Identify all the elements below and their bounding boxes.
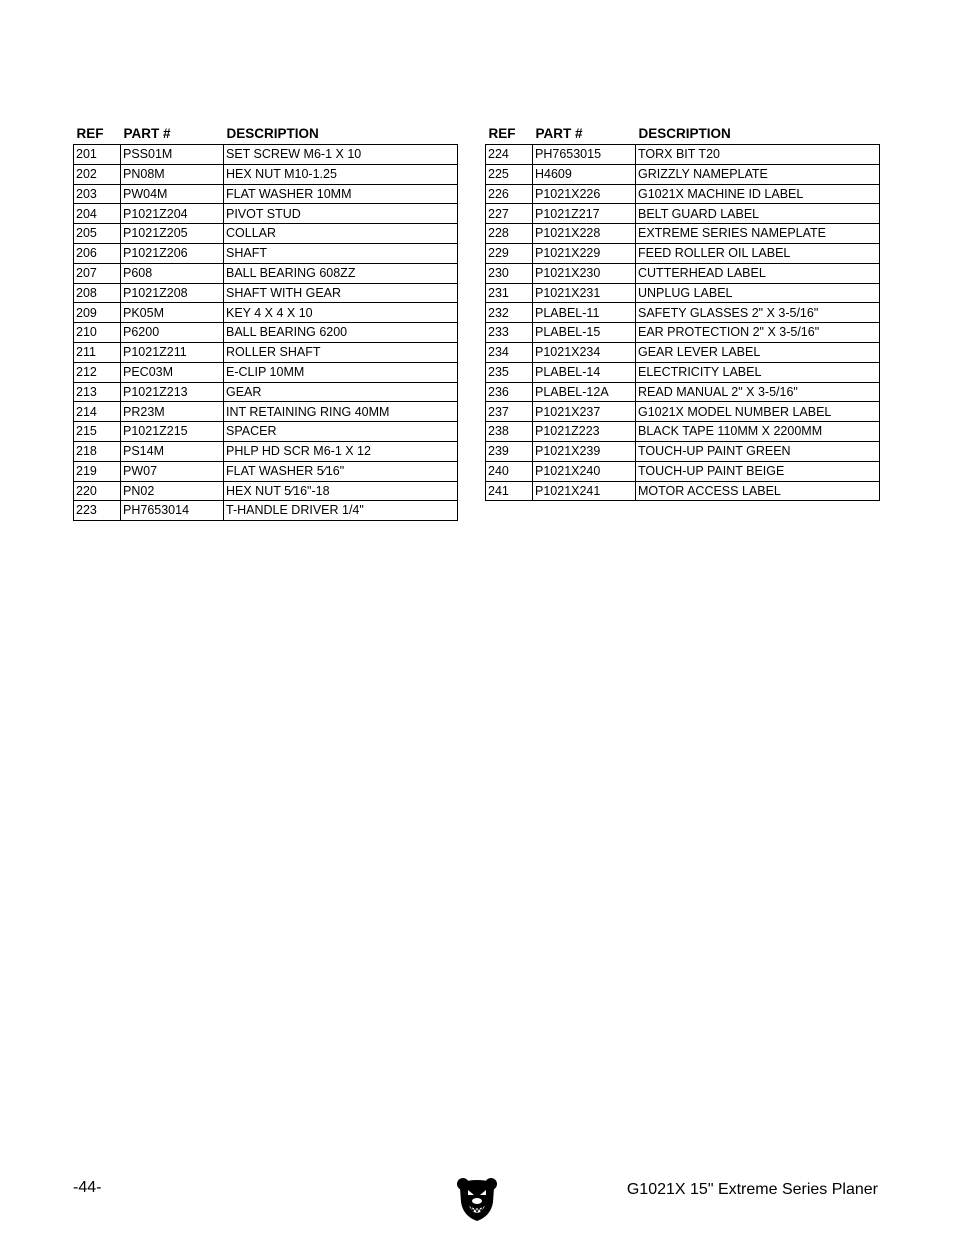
ref-cell: 218 <box>74 441 121 461</box>
table-row <box>486 224 880 244</box>
ref-cell: 229 <box>486 243 533 263</box>
description-cell: SPACER <box>224 422 458 442</box>
description-cell: COLLAR <box>224 224 458 244</box>
part-number-cell: PSS01M <box>121 145 224 165</box>
left-parts-table <box>73 122 458 521</box>
ref-cell: 219 <box>74 461 121 481</box>
description-cell: T-HANDLE DRIVER 1/4" <box>224 501 458 521</box>
part-number-cell: PR23M <box>121 402 224 422</box>
ref-cell: 210 <box>74 323 121 343</box>
table-row <box>486 243 880 263</box>
table-row <box>74 422 458 442</box>
description-cell: G1021X MACHINE ID LABEL <box>636 184 880 204</box>
part-number-cell: PLABEL-12A <box>533 382 636 402</box>
part-number-cell: PW07 <box>121 461 224 481</box>
part-number-cell: P1021X234 <box>533 342 636 362</box>
description-header: DESCRIPTION <box>638 125 731 141</box>
table-header-row <box>74 122 458 145</box>
description-cell: CUTTERHEAD LABEL <box>636 263 880 283</box>
ref-cell: 233 <box>486 323 533 343</box>
table-row <box>74 501 458 521</box>
description-cell: EAR PROTECTION 2" X 3-5/16" <box>636 323 880 343</box>
description-cell: BALL BEARING 6200 <box>224 323 458 343</box>
part-number-cell: P1021X231 <box>533 283 636 303</box>
table-row <box>486 382 880 402</box>
table-row <box>486 263 880 283</box>
table-row <box>74 342 458 362</box>
table-row <box>74 243 458 263</box>
description-cell: FLAT WASHER 5⁄16" <box>224 461 458 481</box>
table-row <box>486 323 880 343</box>
ref-cell: 231 <box>486 283 533 303</box>
part-number-cell: PH7653015 <box>533 145 636 165</box>
table-row <box>74 323 458 343</box>
table-row <box>486 342 880 362</box>
part-number-cell: P1021Z211 <box>121 342 224 362</box>
grizzly-bear-logo-icon <box>456 1176 498 1222</box>
ref-cell: 209 <box>74 303 121 323</box>
ref-cell: 227 <box>486 204 533 224</box>
description-cell: HEX NUT 5⁄16"-18 <box>224 481 458 501</box>
table-row <box>74 382 458 402</box>
manual-title: G1021X 15" Extreme Series Planer <box>626 1181 878 1198</box>
description-cell: BLACK TAPE 110MM X 2200MM <box>636 422 880 442</box>
description-cell: FLAT WASHER 10MM <box>224 184 458 204</box>
ref-cell: 225 <box>486 164 533 184</box>
part-number-cell: H4609 <box>533 164 636 184</box>
ref-cell: 226 <box>486 184 533 204</box>
description-header: DESCRIPTION <box>226 125 319 141</box>
ref-cell: 241 <box>486 481 533 501</box>
ref-cell: 205 <box>74 224 121 244</box>
ref-cell: 203 <box>74 184 121 204</box>
table-row <box>74 224 458 244</box>
description-cell: SHAFT WITH GEAR <box>224 283 458 303</box>
description-cell: E-CLIP 10MM <box>224 362 458 382</box>
description-cell: KEY 4 X 4 X 10 <box>224 303 458 323</box>
part-number-cell: P1021X229 <box>533 243 636 263</box>
part-number-cell: PLABEL-15 <box>533 323 636 343</box>
part-number-cell: P1021X230 <box>533 263 636 283</box>
description-cell: TOUCH-UP PAINT BEIGE <box>636 461 880 481</box>
description-cell: BALL BEARING 608ZZ <box>224 263 458 283</box>
ref-header: REF <box>76 125 104 141</box>
part-number-cell: PLABEL-14 <box>533 362 636 382</box>
table-row <box>486 461 880 481</box>
ref-cell: 220 <box>74 481 121 501</box>
table-row <box>74 441 458 461</box>
part-number-cell: PH7653014 <box>121 501 224 521</box>
table-row <box>486 184 880 204</box>
part-number-cell: P1021Z206 <box>121 243 224 263</box>
ref-cell: 240 <box>486 461 533 481</box>
table-row <box>486 283 880 303</box>
description-cell: HEX NUT M10-1.25 <box>224 164 458 184</box>
part-number-cell: P1021Z215 <box>121 422 224 442</box>
description-cell: GEAR <box>224 382 458 402</box>
part-number-cell: P1021X228 <box>533 224 636 244</box>
ref-cell: 213 <box>74 382 121 402</box>
ref-cell: 211 <box>74 342 121 362</box>
ref-cell: 238 <box>486 422 533 442</box>
part-number-cell: PLABEL-11 <box>533 303 636 323</box>
ref-cell: 228 <box>486 224 533 244</box>
part-number-cell: P1021Z223 <box>533 422 636 442</box>
ref-cell: 234 <box>486 342 533 362</box>
ref-cell: 232 <box>486 303 533 323</box>
table-row <box>486 422 880 442</box>
table-row <box>74 481 458 501</box>
description-cell: BELT GUARD LABEL <box>636 204 880 224</box>
ref-cell: 215 <box>74 422 121 442</box>
description-cell: EXTREME SERIES NAMEPLATE <box>636 224 880 244</box>
part-number-cell: P1021X237 <box>533 402 636 422</box>
part-number-cell: P608 <box>121 263 224 283</box>
ref-cell: 212 <box>74 362 121 382</box>
ref-cell: 224 <box>486 145 533 165</box>
part-number-cell: PS14M <box>121 441 224 461</box>
table-row <box>486 303 880 323</box>
table-row <box>74 303 458 323</box>
ref-cell: 207 <box>74 263 121 283</box>
table-row <box>74 145 458 165</box>
table-row <box>486 164 880 184</box>
ref-cell: 236 <box>486 382 533 402</box>
table-row <box>486 441 880 461</box>
table-row <box>74 402 458 422</box>
description-cell: TOUCH-UP PAINT GREEN <box>636 441 880 461</box>
part-number-cell: P1021X240 <box>533 461 636 481</box>
description-cell: SAFETY GLASSES 2" X 3-5/16" <box>636 303 880 323</box>
right-parts-table <box>485 122 880 501</box>
part-number-cell: PK05M <box>121 303 224 323</box>
table-header-row <box>486 122 880 145</box>
part-number-cell: PEC03M <box>121 362 224 382</box>
table-row <box>74 204 458 224</box>
description-cell: MOTOR ACCESS LABEL <box>636 481 880 501</box>
ref-cell: 223 <box>74 501 121 521</box>
table-row <box>486 481 880 501</box>
table-row <box>74 184 458 204</box>
ref-cell: 230 <box>486 263 533 283</box>
part-number-cell: PN02 <box>121 481 224 501</box>
ref-cell: 214 <box>74 402 121 422</box>
ref-cell: 202 <box>74 164 121 184</box>
ref-cell: 208 <box>74 283 121 303</box>
table-row <box>486 402 880 422</box>
table-row <box>486 204 880 224</box>
description-cell: G1021X MODEL NUMBER LABEL <box>636 402 880 422</box>
part-number-cell: P1021X241 <box>533 481 636 501</box>
description-cell: PIVOT STUD <box>224 204 458 224</box>
table-row <box>74 164 458 184</box>
table-row <box>74 263 458 283</box>
part-number-cell: P1021X226 <box>533 184 636 204</box>
ref-cell: 239 <box>486 441 533 461</box>
description-cell: PHLP HD SCR M6-1 X 12 <box>224 441 458 461</box>
description-cell: SET SCREW M6-1 X 10 <box>224 145 458 165</box>
table-row <box>74 362 458 382</box>
description-cell: GRIZZLY NAMEPLATE <box>636 164 880 184</box>
table-row <box>486 145 880 165</box>
description-cell: READ MANUAL 2" X 3-5/16" <box>636 382 880 402</box>
part-header: PART # <box>123 125 171 141</box>
part-number-cell: P1021X239 <box>533 441 636 461</box>
table-row <box>74 283 458 303</box>
ref-cell: 237 <box>486 402 533 422</box>
table-row <box>486 362 880 382</box>
description-cell: SHAFT <box>224 243 458 263</box>
part-number-cell: P1021Z213 <box>121 382 224 402</box>
description-cell: ROLLER SHAFT <box>224 342 458 362</box>
description-cell: GEAR LEVER LABEL <box>636 342 880 362</box>
description-cell: UNPLUG LABEL <box>636 283 880 303</box>
part-number-cell: P1021Z217 <box>533 204 636 224</box>
ref-cell: 204 <box>74 204 121 224</box>
ref-header: REF <box>488 125 516 141</box>
page-number: -44- <box>73 1179 102 1196</box>
part-number-cell: P6200 <box>121 323 224 343</box>
ref-cell: 235 <box>486 362 533 382</box>
table-row <box>74 461 458 481</box>
description-cell: TORX BIT T20 <box>636 145 880 165</box>
part-number-cell: P1021Z205 <box>121 224 224 244</box>
ref-cell: 206 <box>74 243 121 263</box>
part-header: PART # <box>535 125 583 141</box>
part-number-cell: PW04M <box>121 184 224 204</box>
description-cell: ELECTRICITY LABEL <box>636 362 880 382</box>
part-number-cell: PN08M <box>121 164 224 184</box>
description-cell: INT RETAINING RING 40MM <box>224 402 458 422</box>
description-cell: FEED ROLLER OIL LABEL <box>636 243 880 263</box>
ref-cell: 201 <box>74 145 121 165</box>
part-number-cell: P1021Z204 <box>121 204 224 224</box>
part-number-cell: P1021Z208 <box>121 283 224 303</box>
